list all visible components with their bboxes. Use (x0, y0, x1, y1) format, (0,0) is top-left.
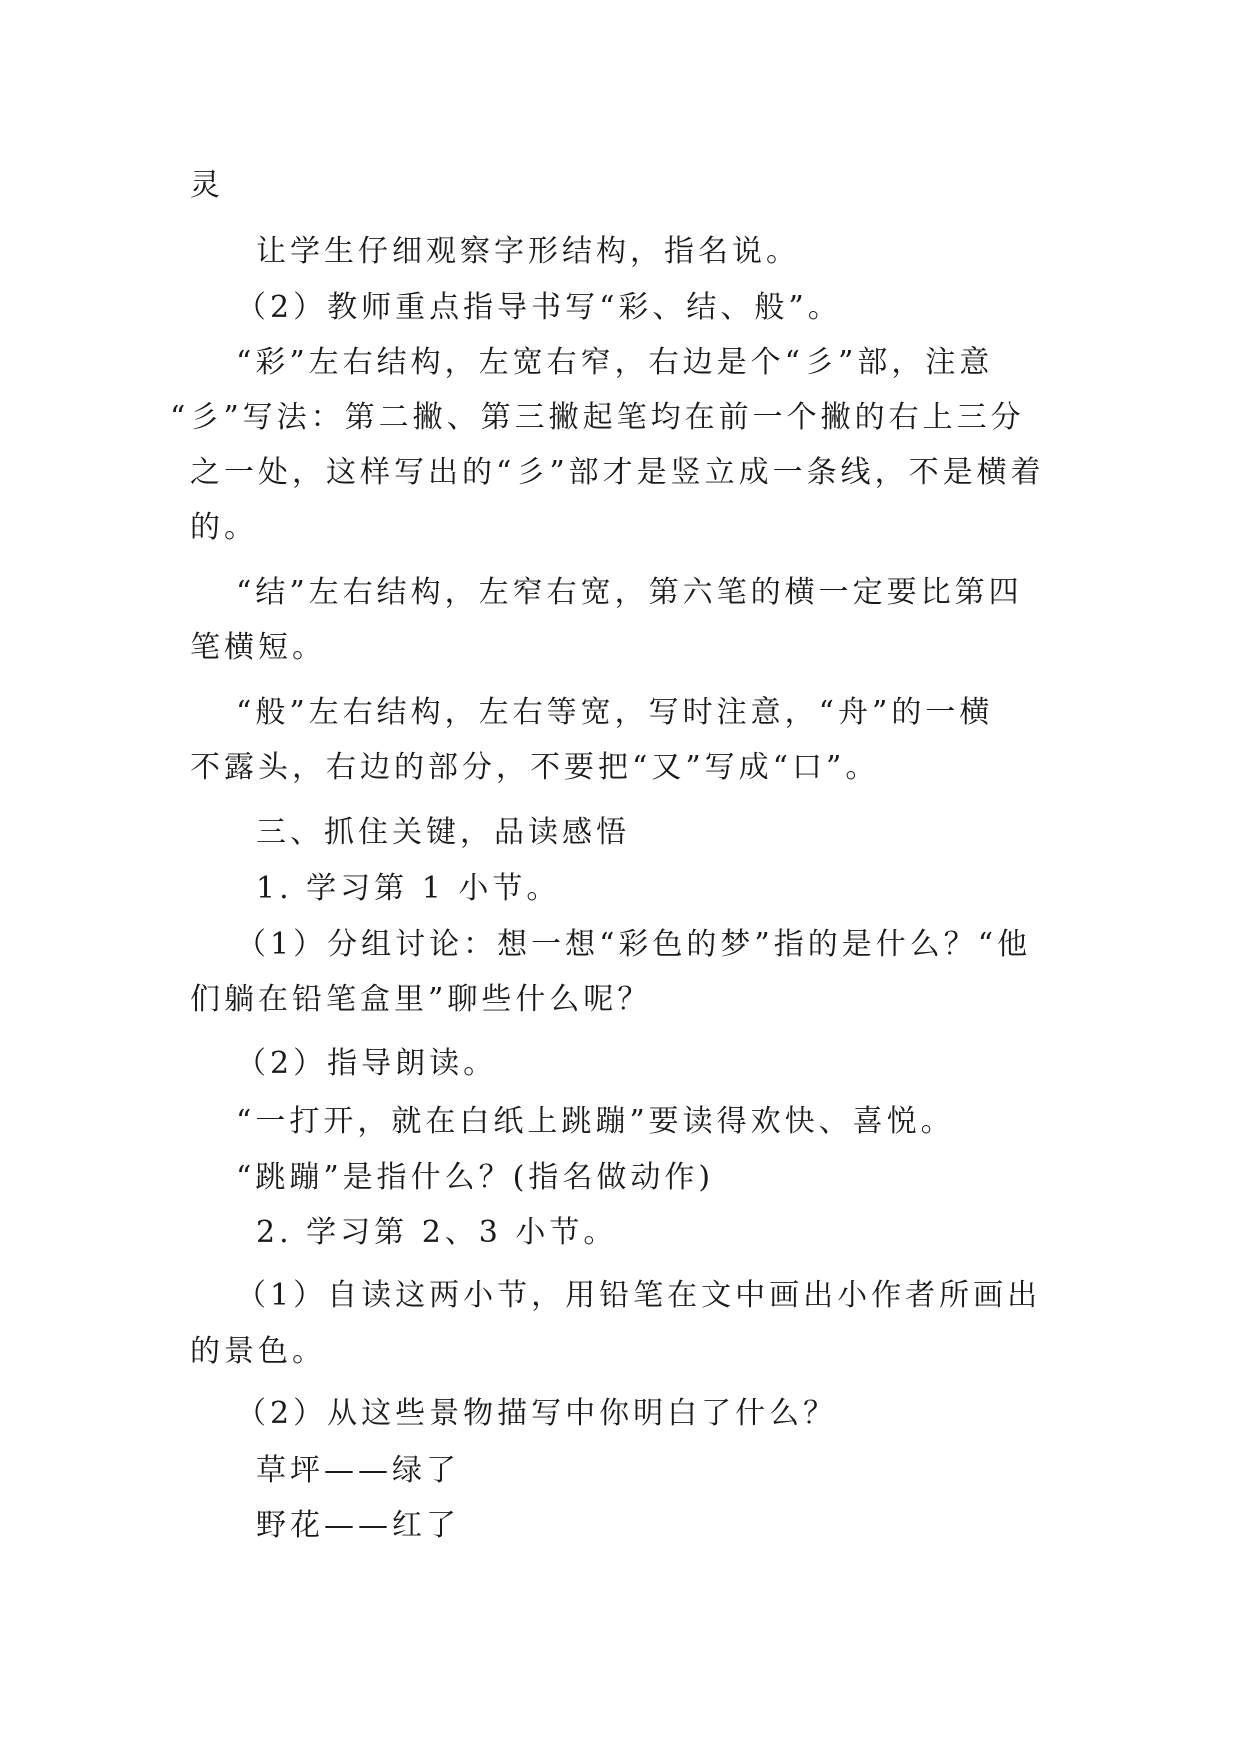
text-line: （1）分组讨论：想一想“彩色的梦”指的是什么？“他 (236, 927, 1032, 962)
text-line: 笔横短。 (190, 630, 326, 665)
text-line: 的景色。 (190, 1334, 326, 1369)
text-line: 2. 学习第 2、3 小节。 (256, 1215, 618, 1250)
text-line: “般”左右结构，左右等宽，写时注意，“舟”的一横 (236, 695, 994, 730)
text-line: “一打开，就在白纸上跳蹦”要读得欢快、喜悦。 (236, 1104, 955, 1139)
text-line: 灵 (190, 168, 224, 203)
text-line: “彩”左右结构，左宽右窄，右边是个“彡”部，注意 (236, 345, 994, 380)
text-line: “彡”写法：第二撇、第三撇起笔均在前一个撇的右上三分 (170, 400, 1025, 435)
text-line: 之一处，这样写出的“彡”部才是竖立成一条线，不是横着 (190, 455, 1045, 490)
text-line: （2）教师重点指导书写“彩、结、般”。 (236, 290, 842, 325)
text-line: 草坪——绿了 (256, 1453, 460, 1488)
text-line: （2）指导朗读。 (236, 1046, 498, 1081)
text-line: 们躺在铅笔盒里”聊些什么呢？ (190, 982, 652, 1017)
text-line: 野花——红了 (256, 1508, 460, 1543)
text-line: 三、抓住关键，品读感悟 (256, 815, 630, 850)
text-line: （2）从这些景物描写中你明白了什么？ (236, 1396, 838, 1431)
text-line: 让学生仔细观察字形结构，指名说。 (256, 234, 800, 269)
text-line: 不露头，右边的部分，不要把“又”写成“口”。 (190, 750, 880, 785)
text-line: “结”左右结构，左窄右宽，第六笔的横一定要比第四 (236, 575, 1023, 610)
text-line: 1. 学习第 1 小节。 (256, 871, 561, 906)
text-line: 的。 (190, 510, 258, 545)
text-line: “跳蹦”是指什么？(指名做动作) (236, 1160, 715, 1195)
text-line: （1）自读这两小节，用铅笔在文中画出小作者所画出 (236, 1278, 1042, 1313)
